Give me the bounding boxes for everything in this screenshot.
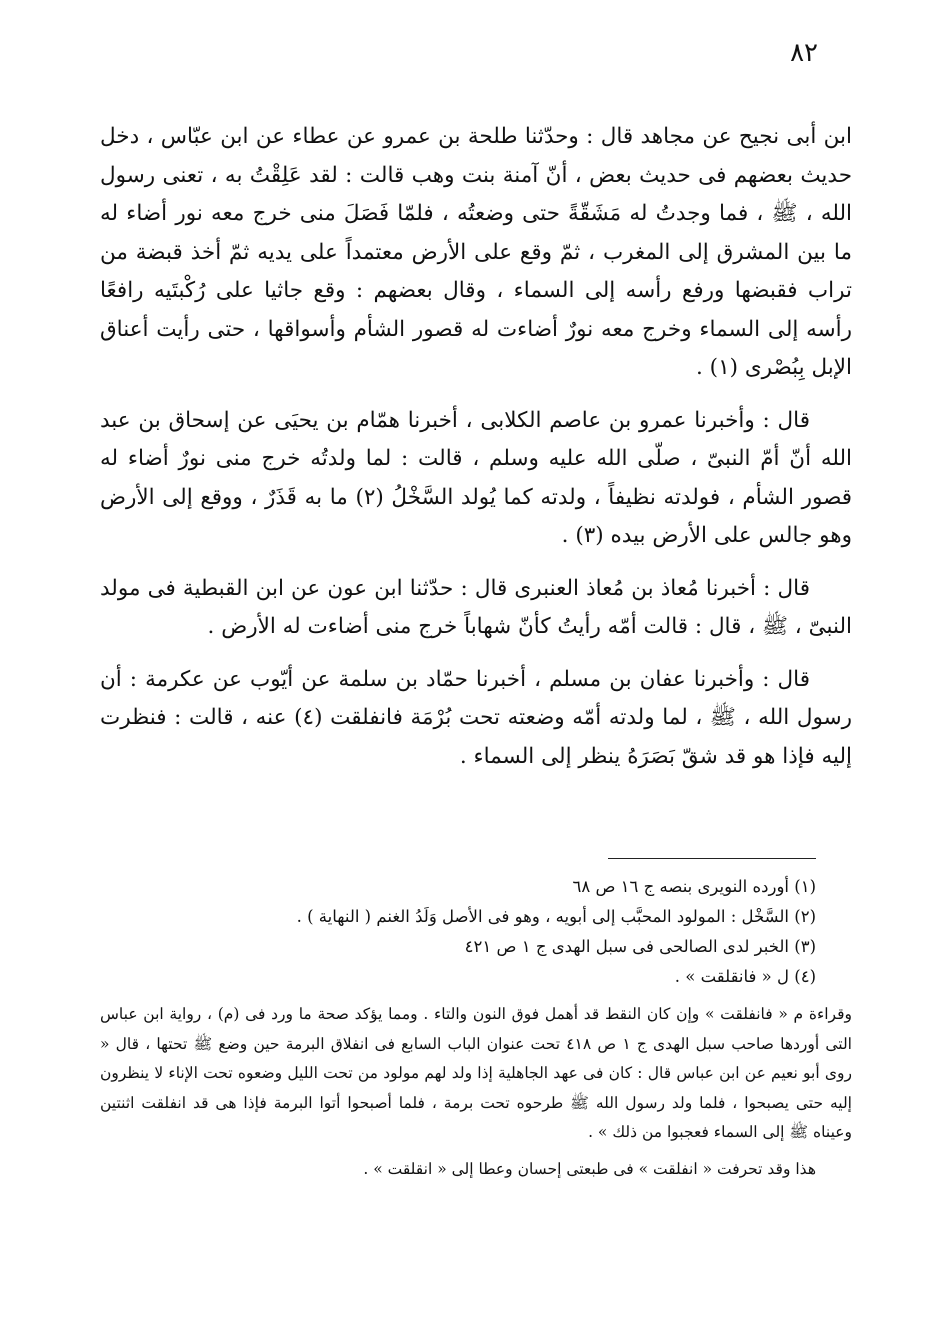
paragraph: قال : أخبرنا مُعاذ بن مُعاذ العنبرى قال : حدّثنا ابن عون عن ابن القبطية فى مولد النبىّ ، ﷺ ، قال : قالت أمّه رأيتُ كأنّ شهاباً خرج منى أضاءت له الأرض . (100, 575, 852, 639)
footnote: (١) أورده النويرى بنصه ج ١٦ ص ٦٨ (572, 877, 816, 896)
page-number: ٨٢ (790, 38, 818, 68)
footnote: (٣) الخبر لدى الصالحى فى سبل الهدى ج ١ ص ٤٢١ (464, 937, 816, 956)
footnote: (٤) ل « فانقلقت » . (674, 967, 816, 986)
footnote-divider (608, 858, 816, 859)
paragraph: ابن أبى نجيح عن مجاهد قال : وحدّثنا طلحة بن عمرو عن عطاء عن ابن عبّاس ، دخل حديث بعضهم فى حديث بعض ، أنّ آمنة بنت وهب قالت : لقد عَلِقْتُ به ، تعنى رسول الله ، ﷺ ، فما وجدتُ له مَشَقّةً حتى وضعتُه ، فلمّا فَصَلَ منى خرج معه نور أضاء له ما بين المشرق إلى المغرب ، ثمّ وقع على الأرض معتمداً على يديه ثمّ أخذ قبضة من تراب فقبضها ورفع رأسه إلى السماء ، وقال بعضهم : وقع جاثيا على رُكْبتَيه رافعًا رأسه إلى السماء وخرج معه نورٌ أضاءت له قصور الشأم وأسواقها ، حتى رأيت أعناق الإبل بِبُصْرى (١) . (100, 124, 852, 380)
paragraph: قال : وأخبرنا عمرو بن عاصم الكلابى ، أخبرنا همّام بن يحيَى عن إسحاق بن عبد الله أنّ أمّ النبىّ ، صلّى الله عليه وسلم ، قالت : لما ولدتُه خرج منى نورٌ أضاء له قصور الشأم ، فولدته نظيفاً ، ولدته كما يُولد السَّخْلُ (٢) ما به قَذَرٌ ، ووقع إلى الأرض وهو جالس على الأرض بيده (٣) . (100, 407, 853, 548)
paragraph: قال : وأخبرنا عفان بن مسلم ، أخبرنا حمّاد بن سلمة عن أيّوب عن عكرمة : أن رسول الله ، ﷺ ، لما ولدته أمّه وضعته تحت بُرْمَة فانفلقت (٤) عنه ، قالت : فنظرت إليه فإذا هو قد شقّ بَصَرَهُ ينظر إلى السماء . (100, 666, 852, 769)
footnote-closing-note: هذا وقد تحرفت « انفلقت » فى طبعتى إحسان وعطا إلى « انقلقت » . (363, 1159, 816, 1178)
main-text (100, 118, 852, 790)
footnote: (٢) السَّخْل : المولود المحبَّب إلى أبويه ، وهو فى الأصل وَلَدُ الغنم ( النهاية ) . (296, 907, 816, 926)
footnotes (100, 872, 852, 1184)
footnote-continuation: وقراءة م « فانفلقت » وإن كان النقط قد أهمل فوق النون والتاء . ومما يؤكد صحة ما ورد فى (م) ، رواية ابن عباس التى أوردها صاحب سبل الهدى ج ١ ص ٤١٨ تحت عنوان الباب السابع فى انفلاق البرمة حين وضع ﷺ تحتها ، قال « روى أبو نعيم عن ابن عباس قال : كان فى عهد الجاهلية إذا ولد لهم مولود من تحت الليل وضعوه تحت الإناء لا ينظرون إليه حتى يصبحوا ، فلما ولد رسول الله ﷺ طرحوه تحت برمة ، فلما أصبحوا أتوا البرمة فإذا هى قد انفلقت اثنتين وعيناه ﷺ إلى السماء فعجبوا من ذلك » . (100, 1005, 852, 1141)
